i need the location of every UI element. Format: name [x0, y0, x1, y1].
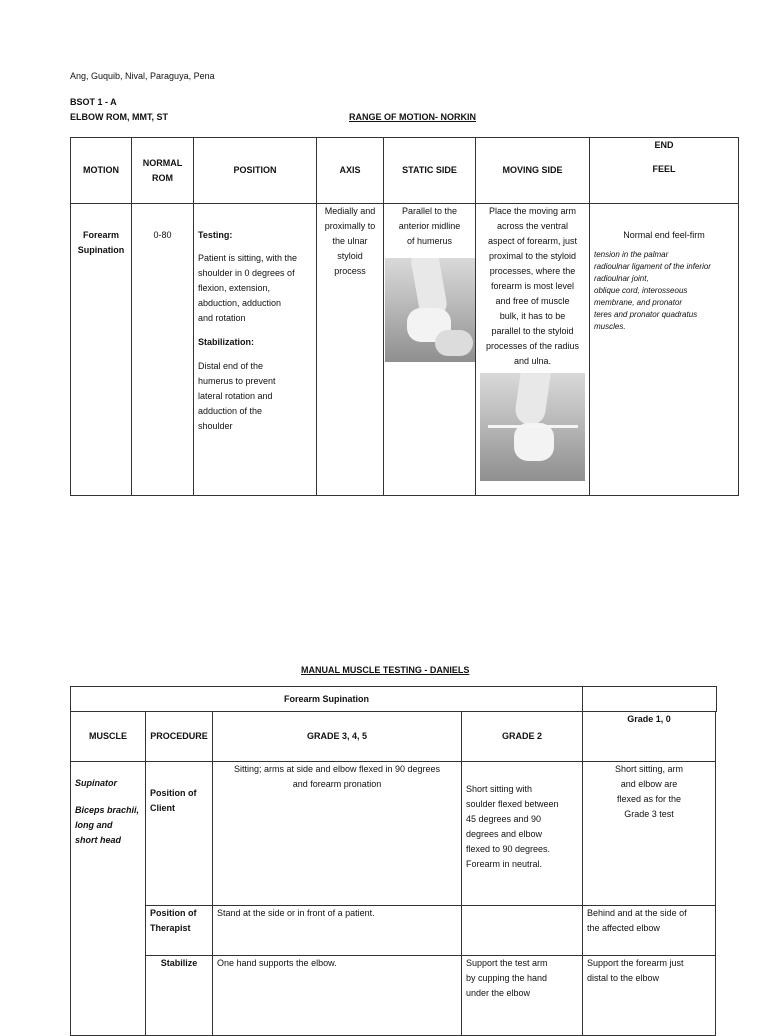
col-normal-rom-line1: NORMAL [142, 157, 183, 168]
col-grade2: GRADE 2 [462, 712, 583, 762]
moving-line: Place the moving arm [488, 206, 577, 216]
stabilization-text [198, 359, 312, 434]
col-grade10: Grade 1, 0 [583, 712, 716, 762]
g10-line: the affected elbow [587, 923, 660, 933]
col-static: STATIC SIDE [384, 138, 476, 204]
g345-line: and forearm pronation [292, 779, 382, 789]
g345-position-therapist: Stand at the side or in front of a patient. [213, 906, 462, 956]
axis-line: the ulnar [332, 236, 368, 246]
section-label: BSOT 1 - A [70, 97, 117, 107]
proc-line: Client [150, 803, 176, 813]
testing-line: Patient is sitting, with the [198, 253, 298, 263]
stab-line: humerus to prevent [198, 376, 276, 386]
end-feel-line: muscles. [594, 322, 626, 331]
testing-text [198, 251, 312, 326]
motion-line2: Supination [77, 245, 125, 255]
col-end-feel-line2: FEEL [652, 164, 676, 174]
col-normal-rom [132, 138, 194, 204]
g2-line: soulder flexed between [466, 799, 559, 809]
end-feel-main: Normal end feel-firm [623, 230, 705, 240]
axis-line: Medially and [324, 206, 376, 216]
mmt-table [70, 711, 716, 1036]
end-feel-line: radioulnar ligament of the inferior [594, 262, 711, 271]
col-procedure: PROCEDURE [146, 712, 213, 762]
g10-line: Support the forearm just [587, 958, 684, 968]
g10-position-client [583, 762, 716, 906]
stab-line: lateral rotation and [198, 391, 273, 401]
rom-table [70, 137, 739, 496]
cell-muscles [71, 762, 146, 1036]
g2-position-therapist [462, 906, 583, 956]
subject-label: ELBOW ROM, MMT, ST [70, 112, 168, 122]
g10-line: flexed as for the [616, 794, 682, 804]
col-normal-rom-line2: ROM [152, 172, 173, 183]
end-feel-detail [594, 249, 734, 333]
cell-moving [476, 204, 590, 496]
proc-position-therapist [146, 906, 213, 956]
rom-title: RANGE OF MOTION- NORKIN [349, 112, 476, 122]
testing-line: flexion, extension, [198, 283, 271, 293]
stab-line: Distal end of the [198, 361, 264, 371]
moving-line: and ulna. [513, 356, 552, 366]
cell-position [194, 204, 317, 496]
moving-line: aspect of forearm, just [487, 236, 578, 246]
moving-line: across the ventral [496, 221, 569, 231]
col-axis: AXIS [317, 138, 384, 204]
moving-line: proximal to the styloid [488, 251, 577, 261]
stab-line: shoulder [198, 421, 233, 431]
g2-line: Short sitting with [466, 784, 533, 794]
g2-line: degrees and elbow [466, 829, 543, 839]
end-feel-line: teres and pronator quadratus [594, 310, 698, 319]
g2-line: 45 degrees and 90 [466, 814, 542, 824]
g2-line: flexed to 90 degrees. [466, 844, 551, 854]
g10-line: and elbow are [620, 779, 678, 789]
end-feel-line: oblique cord, interosseous [594, 286, 688, 295]
proc-stabilize: Stabilize [146, 956, 213, 1036]
g345-stabilize: One hand supports the elbow. [213, 956, 462, 1036]
g10-line: Behind and at the side of [587, 908, 687, 918]
g2-line: by cupping the hand [466, 973, 548, 983]
goniometer-photo-moving [480, 373, 585, 481]
cell-end-feel [590, 204, 739, 496]
g10-line: Short sitting, arm [614, 764, 684, 774]
col-motion: MOTION [71, 138, 132, 204]
axis-line: styloid [337, 251, 363, 261]
moving-line: processes of the radius [485, 341, 580, 351]
end-feel-line: tension in the palmar [594, 250, 669, 259]
muscle-biceps-line: Biceps brachii, [75, 805, 140, 815]
axis-line: process [334, 266, 366, 276]
testing-line: and rotation [198, 313, 246, 323]
testing-line: abduction, adduction [198, 298, 282, 308]
muscle-supinator: Supinator [75, 778, 117, 788]
cell-motion [71, 204, 132, 496]
axis-line: proximally to [324, 221, 376, 231]
muscle-biceps [75, 803, 141, 848]
static-line: anterior midline [398, 221, 461, 231]
col-muscle: MUSCLE [71, 712, 146, 762]
g10-position-therapist [583, 906, 716, 956]
proc-line: Position of [150, 908, 197, 918]
muscle-biceps-line: short head [75, 835, 122, 845]
stabilization-label: Stabilization: [198, 337, 254, 347]
motion-line1: Forearm [82, 230, 119, 240]
moving-line: processes, where the [489, 266, 576, 276]
col-end-feel-line1: END [654, 140, 674, 150]
cell-axis [317, 204, 384, 496]
muscle-biceps-line: long and [75, 820, 113, 830]
g2-line: Forearm in neutral. [466, 859, 543, 869]
end-feel-line: membrane, and pronator [594, 298, 683, 307]
col-moving: MOVING SIDE [476, 138, 590, 204]
cell-static [384, 204, 476, 496]
proc-position-client [146, 762, 213, 906]
mmt-title: MANUAL MUSCLE TESTING - DANIELS [301, 665, 470, 675]
g10-line: Grade 3 test [624, 809, 674, 819]
mmt-subtitle-blank [583, 687, 717, 712]
moving-line: bulk, it has to be [499, 311, 566, 321]
proc-line: Therapist [150, 923, 191, 933]
col-end-feel [590, 138, 739, 204]
g2-line: Support the test arm [466, 958, 548, 968]
proc-line: Position of [150, 788, 197, 798]
moving-line: and free of muscle [495, 296, 570, 306]
g2-position-client [462, 762, 583, 906]
static-line: of humerus [406, 236, 453, 246]
col-position: POSITION [194, 138, 317, 204]
mmt-subtitle: Forearm Supination [71, 687, 583, 712]
testing-label: Testing: [198, 230, 233, 240]
moving-line: forearm is most level [490, 281, 575, 291]
end-feel-line: radioulnar joint, [594, 274, 649, 283]
g345-line: Sitting; arms at side and elbow flexed in 90 degrees [233, 764, 441, 774]
col-grade345: GRADE 3, 4, 5 [213, 712, 462, 762]
stab-line: adduction of the [198, 406, 263, 416]
g2-line: under the elbow [466, 988, 531, 998]
goniometer-photo-static [385, 258, 475, 362]
g345-position-client [213, 762, 462, 906]
g10-line: distal to the elbow [587, 973, 660, 983]
static-line: Parallel to the [401, 206, 458, 216]
mmt-subtitle-table [70, 686, 717, 712]
cell-rom: 0-80 [132, 204, 194, 496]
authors: Ang, Guquib, Nival, Paraguya, Pena [70, 71, 215, 81]
testing-line: shoulder in 0 degrees of [198, 268, 295, 278]
moving-line: parallel to the styloid [491, 326, 574, 336]
